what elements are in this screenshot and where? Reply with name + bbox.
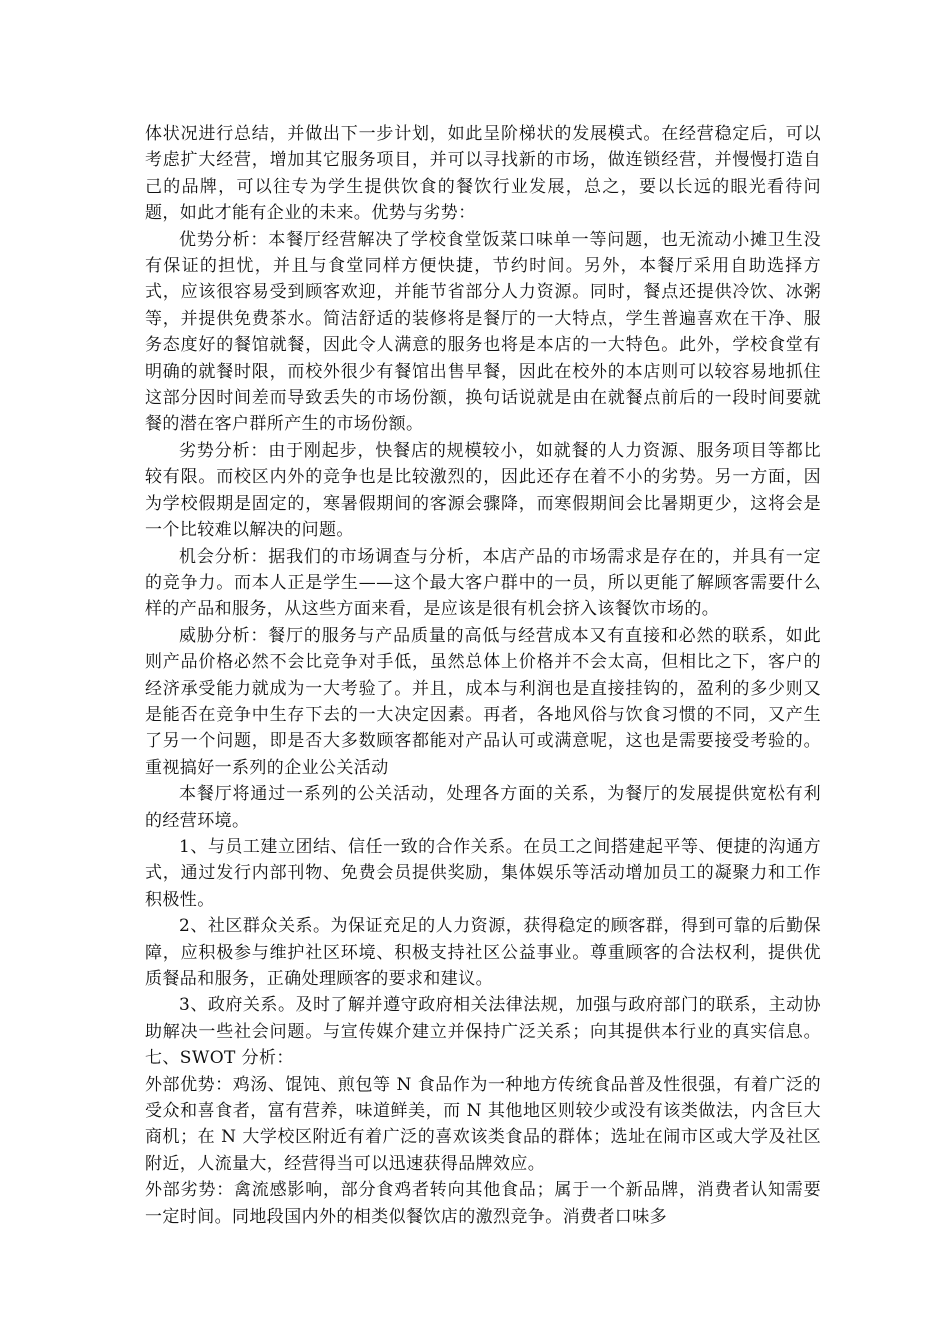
document-body bbox=[145, 121, 821, 1230]
paragraph-government-relations: 3、政府关系。及时了解并遵守政府相关法律法规，加强与政府部门的联系，主动协助解决一些社会问题。与宣传媒介建立并保持广泛关系；向其提供本行业的真实信息。七、SWOT 分析： bbox=[145, 995, 821, 1069]
paragraph-summary: 体状况进行总结，并做出下一步计划，如此呈阶梯状的发展模式。在经营稳定后，可以考虑扩大经营，增加其它服务项目，并可以寻找新的市场，做连锁经营，并慢慢打造自己的品牌，可以往专为学生提供饮食的餐饮行业发展，总之，要以长远的眼光看待问题，如此才能有企业的未来。优势与劣势： bbox=[145, 124, 821, 224]
paragraph-community-relations: 2、社区群众关系。为保证充足的人力资源，获得稳定的顾客群，得到可靠的后勤保障，应积极参与维护社区环境、积极支持社区公益事业。尊重顾客的合法权利，提供优质餐品和服务，正确处理顾客的要求和建议。 bbox=[145, 916, 821, 989]
paragraph-external-weaknesses: 外部劣势：禽流感影响，部分食鸡者转向其他食品；属于一个新品牌，消费者认知需要一定时间。同地段国内外的相类似餐饮店的激烈竞争。消费者口味多 bbox=[145, 1180, 821, 1227]
paragraph-public-relations-intro: 本餐厅将通过一系列的公关活动，处理各方面的关系，为餐厅的发展提供宽松有利的经营环境。 bbox=[145, 784, 821, 831]
paragraph-opportunity-analysis: 机会分析：据我们的市场调查与分析，本店产品的市场需求是存在的，并具有一定的竞争力。而本人正是学生——这个最大客户群中的一员，所以更能了解顾客需要什么样的产品和服务，从这些方面来看，是应该是很有机会挤入该餐饮市场的。 bbox=[145, 546, 821, 620]
paragraph-weakness-analysis: 劣势分析：由于刚起步，快餐店的规模较小，如就餐的人力资源、服务项目等都比较有限。而校区内外的竞争也是比较激烈的，因此还存在着不小的劣势。另一方面，因为学校假期是固定的，寒暑假期间的客源会骤降，而寒假期间会比暑期更少，这将会是一个比较难以解决的问题。 bbox=[145, 440, 821, 541]
paragraph-employee-relations: 1、与员工建立团结、信任一致的合作关系。在员工之间搭建起平等、便捷的沟通方式，通过发行内部刊物、免费会员提供奖励，集体娱乐等活动增加员工的凝聚力和工作积极性。 bbox=[145, 836, 821, 910]
paragraph-threat-analysis: 威胁分析：餐厅的服务与产品质量的高低与经营成本又有直接和必然的联系，如此则产品价格必然不会比竞争对手低，虽然总体上价格并不会太高，但相比之下，客户的经济承受能力就成为一大考验了。并且，成本与利润也是直接挂钩的，盈利的多少则又是能否在竞争中生存下去的一大决定因素。再者，各地风俗与饮食习惯的不同，又产生了另一个问题，即是否大多数顾客都能对产品认可或满意呢，这也是需要接受考验的。重视搞好一系列的企业公关活动 bbox=[145, 625, 821, 778]
paragraph-external-strengths: 外部优势：鸡汤、馄饨、煎包等 N 食品作为一种地方传统食品普及性很强，有着广泛的受众和喜食者，富有营养，味道鲜美，而 N 其他地区则较少或没有该类做法，内含巨大商机；在 N 大学校区附近有着广泛的喜欢该类食品的群体；选址在闹市区或大学及社区附近，人流量大，经营得当可以迅速获得品牌效应。 bbox=[145, 1074, 821, 1174]
paragraph-strength-analysis: 优势分析：本餐厅经营解决了学校食堂饭菜口味单一等问题，也无流动小摊卫生没有保证的担忧，并且与食堂同样方便快捷，节约时间。另外，本餐厅采用自助选择方式，应该很容易受到顾客欢迎，并能节省部分人力资源。同时，餐点还提供冷饮、冰粥等，并提供免费茶水。简洁舒适的装修将是餐厅的一大特点，学生普遍喜欢在干净、服务态度好的餐馆就餐，因此令人满意的服务也将是本店的一大特色。此外，学校食堂有明确的就餐时限，而校外很少有餐馆出售早餐，因此在校外的本店则可以较容易地抓住这部分因时间差而导致丢失的市场份额，换句话说就是由在就餐点前后的一段时间要就餐的潜在客户群所产生的市场份额。 bbox=[145, 229, 821, 435]
